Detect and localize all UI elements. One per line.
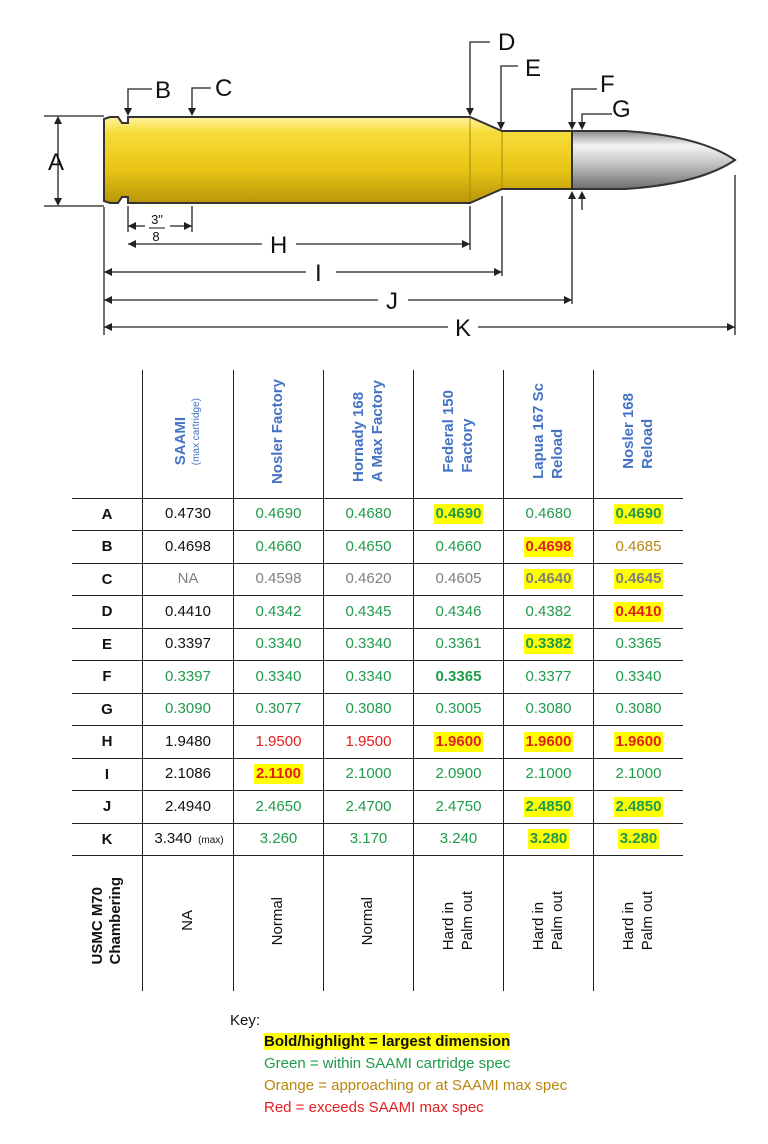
cell-value: 2.0900 [435, 765, 482, 783]
column-title: Lapua 167 Sc [529, 383, 547, 480]
cell-value: 0.4410 [165, 602, 211, 620]
column-header [324, 370, 414, 498]
cell-value: 0.4690 [435, 505, 482, 523]
table-cell [594, 693, 684, 726]
label-b: B [155, 77, 172, 104]
row-label: D [72, 596, 143, 629]
table-cell [414, 498, 504, 531]
column-header [234, 370, 324, 498]
cell-value: 0.4410 [615, 602, 662, 620]
cell-value: 2.4850 [525, 797, 572, 815]
chambering-cell [594, 856, 684, 991]
cell-value: 0.4382 [525, 602, 572, 620]
table-cell [594, 498, 684, 531]
row-label: H [72, 726, 143, 759]
column-header [594, 370, 684, 498]
cell-value: 3.280 [529, 830, 568, 848]
key-item-text: Orange = approaching or at SAAMI max spec [264, 1077, 568, 1094]
table-cell [324, 628, 414, 661]
cell-value: 0.4342 [255, 602, 302, 620]
table-row [72, 693, 683, 726]
table-cell [594, 628, 684, 661]
table-cell [234, 726, 324, 759]
key-item-text: Red = exceeds SAAMI max spec [264, 1099, 484, 1116]
cell-value: 0.4650 [345, 537, 392, 555]
cell-value: 0.4645 [615, 570, 662, 588]
column-title-line2: Factory [458, 418, 476, 473]
table-cell [234, 661, 324, 694]
cell-value: 2.4650 [255, 797, 302, 815]
table-cell [234, 693, 324, 726]
table-cell [594, 531, 684, 564]
cell-value: 0.3377 [525, 667, 572, 685]
cell-value: 0.3340 [345, 635, 392, 653]
table-cell [143, 758, 234, 791]
table-cell [143, 823, 234, 856]
table-cell [234, 823, 324, 856]
cell-value: 2.1100 [255, 765, 302, 783]
table-cell [324, 531, 414, 564]
table-cell [504, 498, 594, 531]
table-row [72, 823, 683, 856]
row-label: C [72, 563, 143, 596]
cell-value: 0.3361 [435, 635, 482, 653]
column-title: Nosler Factory [269, 378, 287, 484]
row-label: B [72, 531, 143, 564]
cell-value: 3.260 [259, 830, 298, 848]
legend-key [230, 1012, 567, 1119]
chambering-cell [143, 856, 234, 991]
column-title: Nosler 168 [619, 393, 637, 470]
table-cell [594, 791, 684, 824]
chambering-line1: Normal [269, 896, 287, 945]
table-cell [504, 693, 594, 726]
column-title: SAAMI [172, 416, 190, 465]
cell-value: 2.4750 [435, 797, 482, 815]
column-title-line2: Reload [638, 419, 656, 470]
cell-value: 1.9600 [435, 732, 482, 750]
table-cell [414, 791, 504, 824]
chambering-label [89, 877, 125, 965]
table-row [72, 596, 683, 629]
fraction-numerator: 3" [151, 212, 163, 227]
chambering-value [179, 910, 198, 931]
table-row [72, 531, 683, 564]
table-cell [504, 596, 594, 629]
table-cell [234, 791, 324, 824]
chambering-line2: Palm out [548, 891, 566, 951]
table-cell [324, 726, 414, 759]
column-header-label [269, 379, 288, 484]
chambering-line1: Hard in [529, 901, 547, 951]
column-header-label [440, 390, 478, 473]
chambering-line2: Palm out [458, 891, 476, 951]
cell-value: 0.3077 [255, 700, 302, 718]
table-cell [143, 661, 234, 694]
chambering-row [72, 856, 683, 991]
table-cell [143, 531, 234, 564]
cell-value: 2.1086 [165, 765, 211, 783]
table-cell [504, 726, 594, 759]
cell-value: 0.3340 [255, 635, 302, 653]
chambering-line1: Normal [359, 896, 377, 945]
column-header-label [620, 393, 658, 469]
table-cell [594, 758, 684, 791]
chambering-value [359, 897, 378, 945]
chambering-cell [324, 856, 414, 991]
key-item-text: Green = within SAAMI cartridge spec [264, 1055, 511, 1072]
table-cell [414, 726, 504, 759]
table-cell [324, 758, 414, 791]
cell-value: 0.4605 [435, 570, 482, 588]
cartridge-diagram [0, 0, 768, 345]
row-label: I [72, 758, 143, 791]
cell-value: 0.4690 [255, 505, 302, 523]
table-cell [594, 596, 684, 629]
cell-value: 0.4698 [165, 537, 211, 555]
column-header [504, 370, 594, 498]
cell-value: 2.4850 [615, 797, 662, 815]
cell-value: 0.3080 [615, 700, 662, 718]
cell-value: 1.9480 [165, 732, 211, 750]
cell-value: 0.4345 [345, 602, 392, 620]
row-label: E [72, 628, 143, 661]
table-cell [414, 823, 504, 856]
table-cell [143, 596, 234, 629]
dimension-table [72, 370, 683, 991]
cell-value: 0.3397 [165, 667, 211, 685]
chambering-value [620, 891, 658, 950]
cell-value: 0.3080 [525, 700, 572, 718]
label-d: D [498, 29, 516, 56]
label-k: K [455, 315, 472, 342]
chambering-line1: NA [178, 910, 196, 932]
label-a: A [48, 149, 65, 176]
key-title: Key: [230, 1012, 261, 1029]
row-label: F [72, 661, 143, 694]
table-cell [234, 758, 324, 791]
table-cell [143, 498, 234, 531]
chambering-cell [504, 856, 594, 991]
label-j: J [386, 288, 398, 315]
table-cell [143, 563, 234, 596]
key-item [264, 1097, 567, 1119]
chambering-cell [414, 856, 504, 991]
table-cell [414, 628, 504, 661]
table-cell [143, 693, 234, 726]
key-item [264, 1031, 567, 1053]
column-header-label [530, 383, 568, 479]
column-header-label [350, 380, 388, 482]
column-title: Hornady 168 [349, 392, 367, 483]
chambering-cell [234, 856, 324, 991]
cell-value: 3.240 [439, 830, 478, 848]
table-cell [594, 563, 684, 596]
cell-value: NA [177, 570, 199, 588]
column-header-label [172, 398, 203, 465]
table-row [72, 628, 683, 661]
table-row [72, 498, 683, 531]
cell-value: 2.4940 [165, 797, 211, 815]
chambering-line1: Hard in [619, 901, 637, 951]
table-cell [504, 661, 594, 694]
table-row [72, 661, 683, 694]
cell-suffix: (max) [198, 835, 224, 847]
chambering-line2: Palm out [638, 891, 656, 951]
row-label: G [72, 693, 143, 726]
cell-value: 0.3382 [525, 635, 572, 653]
table-cell [324, 563, 414, 596]
column-title-line2: A Max Factory [368, 380, 386, 483]
row-label: K [72, 823, 143, 856]
cell-value: 1.9500 [255, 732, 302, 750]
cell-value: 0.4346 [435, 602, 482, 620]
table-cell [143, 628, 234, 661]
cell-value: 0.3090 [165, 700, 211, 718]
table-cell [234, 596, 324, 629]
table-cell [324, 823, 414, 856]
table-row [72, 791, 683, 824]
chambering-label-line1: USMC M70 [89, 887, 106, 965]
table-cell [414, 758, 504, 791]
cell-value: 1.9600 [525, 732, 572, 750]
label-g: G [612, 96, 631, 123]
cell-value: 3.340 [154, 830, 192, 848]
cell-value: 0.4685 [615, 537, 662, 555]
corner-cell [72, 370, 143, 498]
table-cell [324, 693, 414, 726]
chambering-value [440, 891, 478, 950]
label-i: I [315, 260, 322, 287]
chambering-label-cell [72, 856, 143, 991]
cell-value: 1.9600 [615, 732, 662, 750]
table-cell [594, 726, 684, 759]
table-cell [504, 628, 594, 661]
cell-value: 3.280 [619, 830, 658, 848]
cell-value: 0.3340 [345, 667, 392, 685]
table-cell [414, 531, 504, 564]
cell-value: 0.4698 [525, 537, 572, 555]
table-cell [504, 563, 594, 596]
cell-value: 0.4690 [615, 505, 662, 523]
cell-value: 0.4598 [255, 570, 302, 588]
table-row [72, 726, 683, 759]
table-row [72, 563, 683, 596]
cell-value: 1.9500 [345, 732, 392, 750]
table-cell [594, 823, 684, 856]
table-cell [414, 693, 504, 726]
fraction-denominator: 8 [152, 229, 160, 244]
table-cell [504, 791, 594, 824]
cell-value: 0.4660 [435, 537, 482, 555]
cell-value: 2.1000 [615, 765, 662, 783]
label-h: H [270, 232, 288, 259]
column-header [143, 370, 234, 498]
cell-value: 2.1000 [525, 765, 572, 783]
cell-value: 0.4660 [255, 537, 302, 555]
column-header [414, 370, 504, 498]
table-cell [414, 563, 504, 596]
cell-value: 0.4730 [165, 505, 211, 523]
key-item [264, 1053, 567, 1075]
label-c: C [215, 75, 233, 102]
label-e: E [525, 55, 542, 82]
table-cell [234, 531, 324, 564]
cell-value: 0.4620 [345, 570, 392, 588]
key-item [264, 1075, 567, 1097]
table-cell [143, 726, 234, 759]
bullet-shape [570, 131, 735, 189]
column-subtitle: (max cartridge) [191, 397, 203, 465]
label-f: F [600, 71, 615, 98]
table-cell [324, 498, 414, 531]
cell-value: 0.4680 [525, 505, 572, 523]
cell-value: 0.3080 [345, 700, 392, 718]
table-cell [414, 596, 504, 629]
key-item-text: Bold/highlight = largest dimension [264, 1033, 511, 1050]
cell-value: 0.3005 [435, 700, 482, 718]
cell-value: 0.4680 [345, 505, 392, 523]
table-cell [324, 791, 414, 824]
table-cell [234, 498, 324, 531]
chambering-value [269, 897, 288, 945]
cell-value: 0.3340 [255, 667, 302, 685]
cell-value: 3.170 [349, 830, 388, 848]
table-cell [504, 823, 594, 856]
row-label: A [72, 498, 143, 531]
table-cell [504, 531, 594, 564]
cell-value: 0.3340 [615, 667, 662, 685]
cell-value: 0.3397 [165, 635, 211, 653]
table-cell [324, 596, 414, 629]
cell-value: 2.1000 [345, 765, 392, 783]
table-cell [234, 563, 324, 596]
column-title-line2: Reload [548, 429, 566, 480]
chambering-label-line2: Chambering [107, 877, 124, 965]
table-cell [234, 628, 324, 661]
cell-value: 0.4640 [525, 570, 572, 588]
cell-value: 2.4700 [345, 797, 392, 815]
table-header-row [72, 370, 683, 498]
chambering-value [530, 891, 568, 950]
table-row [72, 758, 683, 791]
chambering-line1: Hard in [439, 901, 457, 951]
row-label: J [72, 791, 143, 824]
cell-value: 0.3365 [435, 667, 482, 685]
column-title: Federal 150 [439, 389, 457, 473]
table-cell [504, 758, 594, 791]
table-cell [414, 661, 504, 694]
table-cell [324, 661, 414, 694]
cell-value: 0.3365 [615, 635, 662, 653]
table-cell [594, 661, 684, 694]
table-cell [143, 791, 234, 824]
